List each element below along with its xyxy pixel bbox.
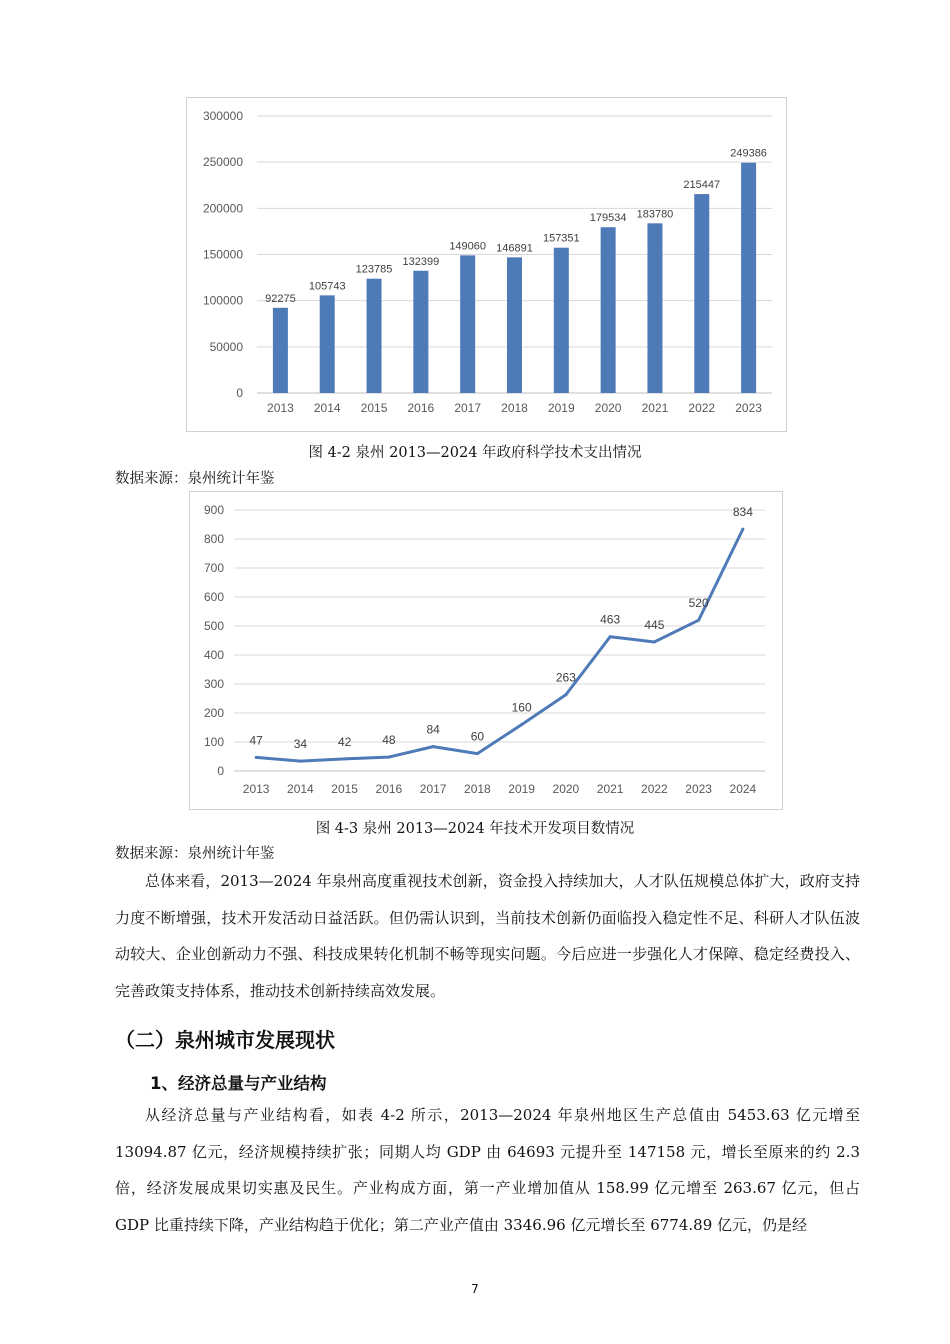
x-tick-label: 2017 <box>419 782 447 796</box>
x-tick-label: 2015 <box>331 782 358 796</box>
figure-caption-4-2: 图 4-2 泉州 2013—2024 年政府科学技术支出情况 <box>308 445 642 461</box>
series-line <box>256 529 743 761</box>
data-point <box>432 745 435 748</box>
data-label: 183780 <box>636 208 674 221</box>
data-label: 60 <box>470 729 485 744</box>
data-point <box>564 693 567 696</box>
bar <box>601 227 616 393</box>
data-point <box>741 528 744 531</box>
subsection-title: 1、经济总量与产业结构 <box>150 1074 327 1093</box>
x-tick-label: 2018 <box>501 401 528 415</box>
page-number: 7 <box>471 1282 479 1296</box>
data-label: 34 <box>293 737 308 752</box>
bar <box>273 308 288 393</box>
bar <box>320 295 335 393</box>
data-point <box>299 760 302 763</box>
data-point <box>255 756 258 759</box>
x-tick-label: 2013 <box>242 782 270 796</box>
data-point <box>609 635 612 638</box>
figure-caption-4-3: 图 4-3 泉州 2013—2024 年技术开发项目数情况 <box>315 821 635 837</box>
data-label: 123785 <box>355 263 393 276</box>
x-tick-label: 2022 <box>641 782 668 796</box>
data-label: 834 <box>732 505 753 520</box>
data-label: 215447 <box>683 179 721 192</box>
data-label: 149060 <box>449 240 487 253</box>
data-label: 48 <box>382 733 396 748</box>
bar <box>694 194 709 393</box>
data-label: 249386 <box>730 147 767 160</box>
x-tick-label: 2019 <box>547 401 575 415</box>
y-tick-label: 300 <box>203 677 224 691</box>
data-point <box>653 640 656 643</box>
x-tick-label: 2013 <box>267 401 294 415</box>
data-label: 105743 <box>308 280 346 293</box>
summary-paragraph <box>115 863 860 1009</box>
line-chart-svg <box>190 492 782 809</box>
x-tick-label: 2016 <box>375 782 403 796</box>
y-tick-label: 0 <box>236 386 243 400</box>
y-tick-label: 100 <box>203 735 224 749</box>
data-label: 160 <box>511 700 532 715</box>
data-label: 146891 <box>496 242 533 255</box>
y-tick-label: 200000 <box>202 201 243 216</box>
y-tick-label: 0 <box>217 764 224 778</box>
y-tick-label: 200 <box>203 706 224 720</box>
data-point <box>697 619 700 622</box>
y-tick-label: 50000 <box>209 339 243 354</box>
y-tick-label: 600 <box>203 590 224 604</box>
y-tick-label: 400 <box>203 648 224 662</box>
x-tick-label: 2022 <box>688 401 716 415</box>
section-title: （二）泉州城市发展现状 <box>115 1028 335 1052</box>
bar <box>460 255 475 393</box>
data-label: 42 <box>337 734 352 749</box>
x-tick-label: 2017 <box>454 401 482 415</box>
data-label: 463 <box>600 612 621 627</box>
y-tick-label: 250000 <box>202 155 243 170</box>
x-tick-label: 2021 <box>641 401 669 415</box>
x-tick-label: 2024 <box>729 782 757 796</box>
x-tick-label: 2021 <box>596 782 624 796</box>
bar <box>507 257 522 393</box>
data-point <box>343 757 346 760</box>
y-tick-label: 150000 <box>202 247 243 262</box>
y-tick-label: 100000 <box>202 293 243 308</box>
x-tick-label: 2015 <box>360 401 388 415</box>
x-tick-label: 2014 <box>287 782 314 796</box>
bar <box>647 223 662 393</box>
data-label: 132399 <box>402 255 440 268</box>
x-tick-label: 2014 <box>313 401 341 415</box>
y-tick-label: 500 <box>203 619 224 633</box>
y-tick-label: 900 <box>203 503 224 517</box>
line-chart-tech-projects <box>189 491 783 810</box>
data-label: 92275 <box>265 292 296 305</box>
data-source-note: 数据来源：泉州统计年鉴 <box>115 846 275 862</box>
paragraph-text: 总体来看，2013—2024 年泉州高度重视技术创新，资金投入持续加大，人才队伍规模总体扩大，政府支持力度不断增强，技术开发活动日益活跃。但仍需认识到，当前技术创新仍面临投入稳定性不足、科研人才队伍波动较大、企业创新动力不强、科技成果转化机制不畅等现实问题。今后应进一步强化人才保障、稳定经费投入、完善政策支持体系，推动技术创新持续高效发展。 <box>115 872 860 1000</box>
bar <box>367 279 382 393</box>
bar-chart-svg <box>187 98 786 431</box>
data-source-note: 数据来源：泉州统计年鉴 <box>115 471 275 487</box>
x-tick-label: 2019 <box>508 782 535 796</box>
x-tick-label: 2016 <box>407 401 435 415</box>
bar-chart-science-expenditure <box>186 97 787 432</box>
y-tick-label: 800 <box>203 532 224 546</box>
data-label: 520 <box>688 596 709 611</box>
data-label: 157351 <box>542 232 580 245</box>
data-point <box>387 756 390 759</box>
bar <box>741 163 756 393</box>
x-tick-label: 2023 <box>735 401 762 415</box>
y-tick-label: 300000 <box>202 109 243 123</box>
bar <box>413 271 428 393</box>
x-tick-label: 2018 <box>464 782 491 796</box>
x-tick-label: 2023 <box>685 782 712 796</box>
data-point <box>520 723 523 726</box>
x-tick-label: 2020 <box>594 401 622 415</box>
y-tick-label: 700 <box>203 561 224 575</box>
data-label: 47 <box>249 733 263 748</box>
data-label: 445 <box>644 617 665 632</box>
paragraph-text: 从经济总量与产业结构看，如表 4-2 所示，2013—2024 年泉州地区生产总值由 5453.63 亿元增至 13094.87 亿元，经济规模持续扩张；同期人均 GDP 由 64693 元提升至 147158 元，增长至原来的约 2.3 倍，经济发展成果切实惠及民生。产业构成方面，第一产业增加值从 158.99 亿元增至 263.67 亿元，但占 GDP 比重持续下降，产业结构趋于优化；第二产业产值由 3346.96 亿元增长至 6774.89 亿元，仍是经 <box>115 1106 860 1234</box>
data-label: 179534 <box>589 212 627 225</box>
x-tick-label: 2020 <box>552 782 580 796</box>
economy-paragraph <box>115 1097 860 1243</box>
data-point <box>476 752 479 755</box>
data-label: 84 <box>426 722 440 737</box>
bar <box>554 248 569 393</box>
data-label: 263 <box>555 670 576 685</box>
